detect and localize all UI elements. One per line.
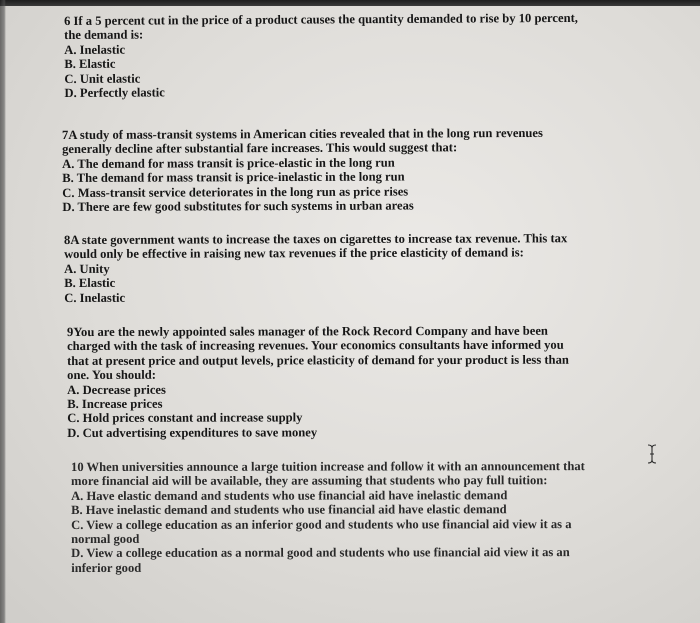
choice-a: A. The demand for mass transit is price-elastic in the long run [62,155,395,171]
question-stem-line: generally decline after substantial fare increases. This would suggest that: [62,140,458,157]
question-6 [64,11,605,101]
choice-d-continued: inferior good [71,560,142,575]
question-stem-line: the demand is: [64,27,144,43]
choice-c-continued: normal good [71,531,140,547]
choice-c: C. View a college education as an inferior good and students who use financial aid view it as a [71,516,572,532]
choice-b: B. The demand for mass transit is price-inelastic in the long run [62,169,405,186]
choice-c: C. Mass-transit service deteriorates in the long run as price rises [62,184,409,200]
monitor-bezel-top [0,0,700,6]
question-7 [62,126,602,215]
choice-a: A. Unity [64,261,110,276]
choice-b: B. Elastic [64,56,116,72]
choice-a: A. Inelastic [64,42,126,57]
question-stem-line: 10 When universities announce a large tuition increase and follow it with an announcement that [71,459,585,474]
question-stem-line: 7A study of mass-transit systems in American cities revealed that in the long run revenues [62,125,543,142]
question-10 [71,459,611,575]
choice-b: B. Have inelastic demand and students who use financial aid have elastic demand [71,502,507,518]
choice-c: C. Inelastic [64,290,126,305]
question-stem-line: one. You should: [67,367,156,383]
question-stem-line: that at present price and output levels, price elasticity of demand for your product is less than [67,352,569,368]
question-stem-line: 9You are the newly appointed sales manager of the Rock Record Company and have been [67,323,548,339]
choice-c: C. Hold prices constant and increase supply [67,410,303,426]
text-cursor-icon [646,444,658,464]
choice-a: A. Decrease prices [67,382,166,397]
question-stem-line: 8A state government wants to increase the taxes on cigarettes to increase tax revenue. This tax [64,231,568,247]
choice-d: D. Cut advertising expenditures to save money [67,425,318,440]
choice-c: C. Unit elastic [64,71,141,86]
choice-d: D. Perfectly elastic [64,85,165,101]
question-8 [64,231,624,305]
question-stem-line: would only be effective in raising new tax revenues if the price elasticity of demand is: [64,245,524,262]
choice-b: B. Increase prices [67,396,163,412]
monitor-bezel-left [0,0,6,623]
question-stem-line: 6 If a 5 percent cut in the price of a product causes the quantity demanded to rise by 10 percent, [64,10,578,28]
question-stem-line: more financial aid will be available, they are assuming that students who pay full tuition: [71,473,548,489]
choice-b: B. Elastic [64,276,116,291]
choice-d: D. View a college education as a normal good and students who use financial aid view it as an [71,545,570,561]
choice-a: A. Have elastic demand and students who use financial aid have inelastic demand [71,488,508,503]
question-9 [67,324,587,441]
question-stem-line: charged with the task of increasing revenues. Your economics consultants have informed you [67,338,564,354]
choice-d: D. There are few good substitutes for such systems in urban areas [62,198,414,215]
